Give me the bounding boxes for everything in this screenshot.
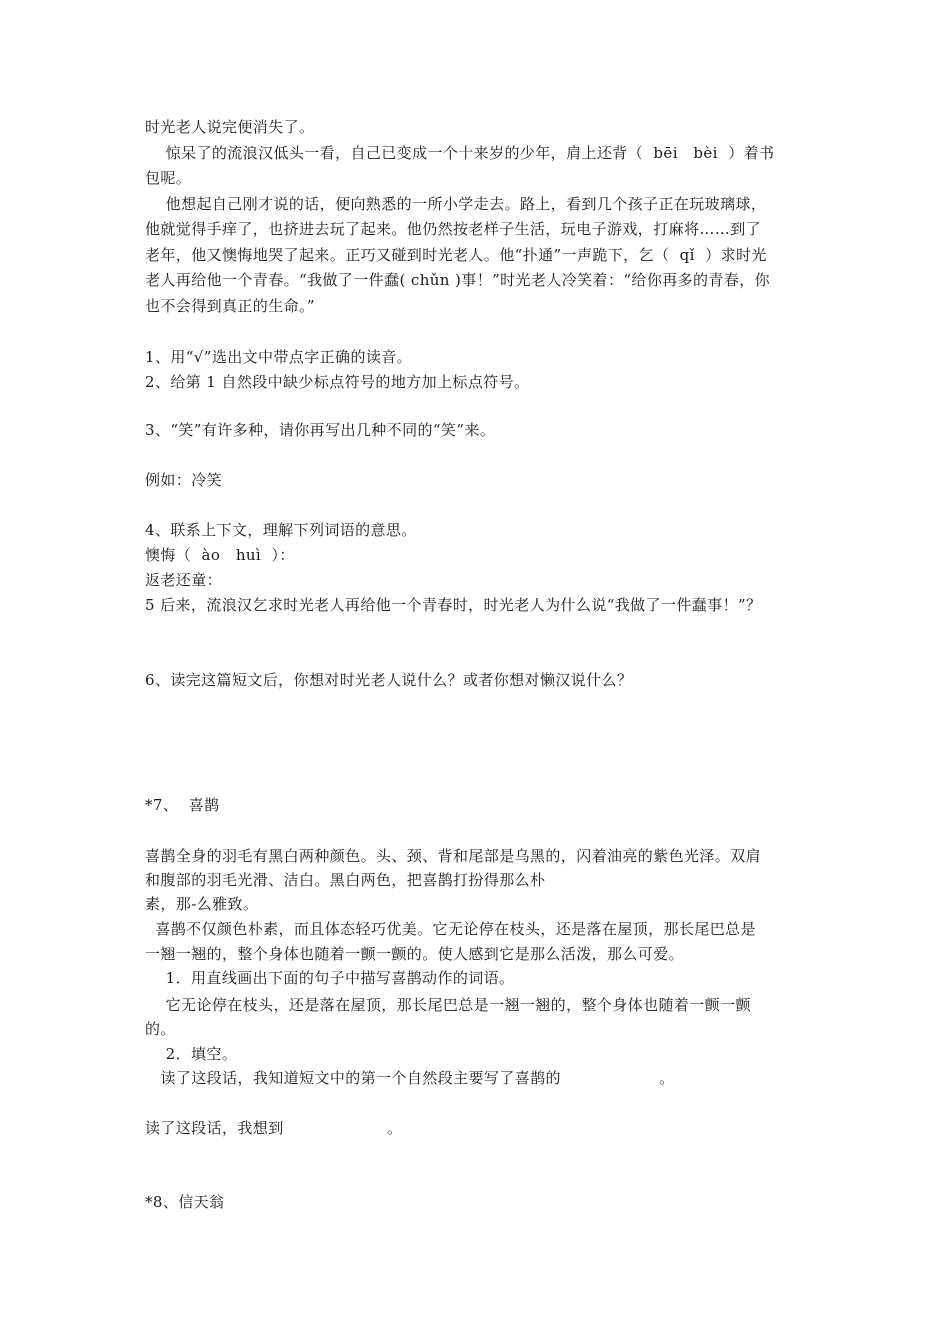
section-7-fill-line: 读了这段话，我想到 。 (145, 1119, 403, 1137)
question-1: 1、用“√”选出文中带点字正确的读音。 (145, 348, 413, 366)
question-2: 2、给第 1 自然段中缺少标点符号的地方加上标点符号。 (145, 373, 530, 391)
section-8-title: *8、信天翁 (145, 1193, 225, 1211)
passage-line: 老人再给他一个青春。“我做了一件蠢( chǔn )事！”时光老人冷笑着：“给你再多的青春，你 (145, 271, 771, 289)
section-7-line: 1．用直线画出下面的句子中描写喜鹊动作的词语。 (145, 969, 515, 987)
question-3-example: 例如：冷笑 (145, 471, 223, 489)
section-7-line: 一翘一翘的，整个身体也随着一颤一颤的。使人感到它是那么活泼，那么可爱。 (145, 945, 685, 963)
section-7-line: 读了这段话，我知道短文中的第一个自然段主要写了喜鹊的 。 (145, 1069, 675, 1087)
section-7-line: 它无论停在枝头，还是落在屋顶，那长尾巴总是一翘一翘的，整个身体也随着一颤一颤 (145, 996, 751, 1014)
section-7-line: 和腹部的羽毛光滑、洁白。黑白两色，把喜鹊打扮得那么朴 (145, 871, 546, 889)
passage-line: 包呢。 (145, 169, 192, 187)
question-4-word-1: 懊悔（ ào huì ）： (145, 546, 295, 564)
question-6: 6、读完这篇短文后，你想对时光老人说什么？或者你想对懒汉说什么？ (145, 671, 633, 689)
section-7-line: 素，那-么雅致。 (145, 895, 259, 913)
passage-line: 惊呆了的流浪汉低头一看，自己已变成一个十来岁的少年，肩上还背（ bēi bèi ）着书 (145, 144, 775, 162)
section-7-line: 喜鹊全身的羽毛有黑白两种颜色。头、颈、背和尾部是乌黑的，闪着油亮的紫色光泽。双肩 (145, 847, 762, 865)
question-4: 4、联系上下文，理解下列词语的意思。 (145, 521, 417, 539)
section-7-line: 2．填空。 (145, 1045, 238, 1063)
question-3: 3、“笑”有许多种，请你再写出几种不同的“笑”来。 (145, 421, 496, 439)
section-7-line: 喜鹊不仅颜色朴素，而且体态轻巧优美。它无论停在枝头，还是落在屋顶，那长尾巴总是 (145, 920, 756, 938)
passage-line: 他就觉得手痒了，也挤进去玩了起来。他仍然按老样子生活，玩电子游戏，打麻将……到了 (145, 220, 762, 238)
section-7-line: 的。 (145, 1020, 176, 1038)
passage-line: 时光老人说完便消失了。 (145, 118, 315, 136)
question-4-word-2: 返老还童： (145, 571, 223, 589)
passage-line: 也不会得到真正的生命。” (145, 297, 315, 315)
question-5: 5 后来，流浪汉乞求时光老人再给他一个青春时，时光老人为什么说“我做了一件蠢事！”？ (145, 596, 762, 614)
passage-line: 他想起自己刚才说的话，便向熟悉的一所小学走去。路上，看到几个孩子正在玩玻璃球， (145, 195, 767, 213)
section-7-title: *7、 喜鹊 (145, 796, 220, 814)
passage-line: 老年，他又懊悔地哭了起来。正巧又碰到时光老人。他“扑通”一声跪下，乞（ qǐ ）求时光 (145, 246, 767, 264)
